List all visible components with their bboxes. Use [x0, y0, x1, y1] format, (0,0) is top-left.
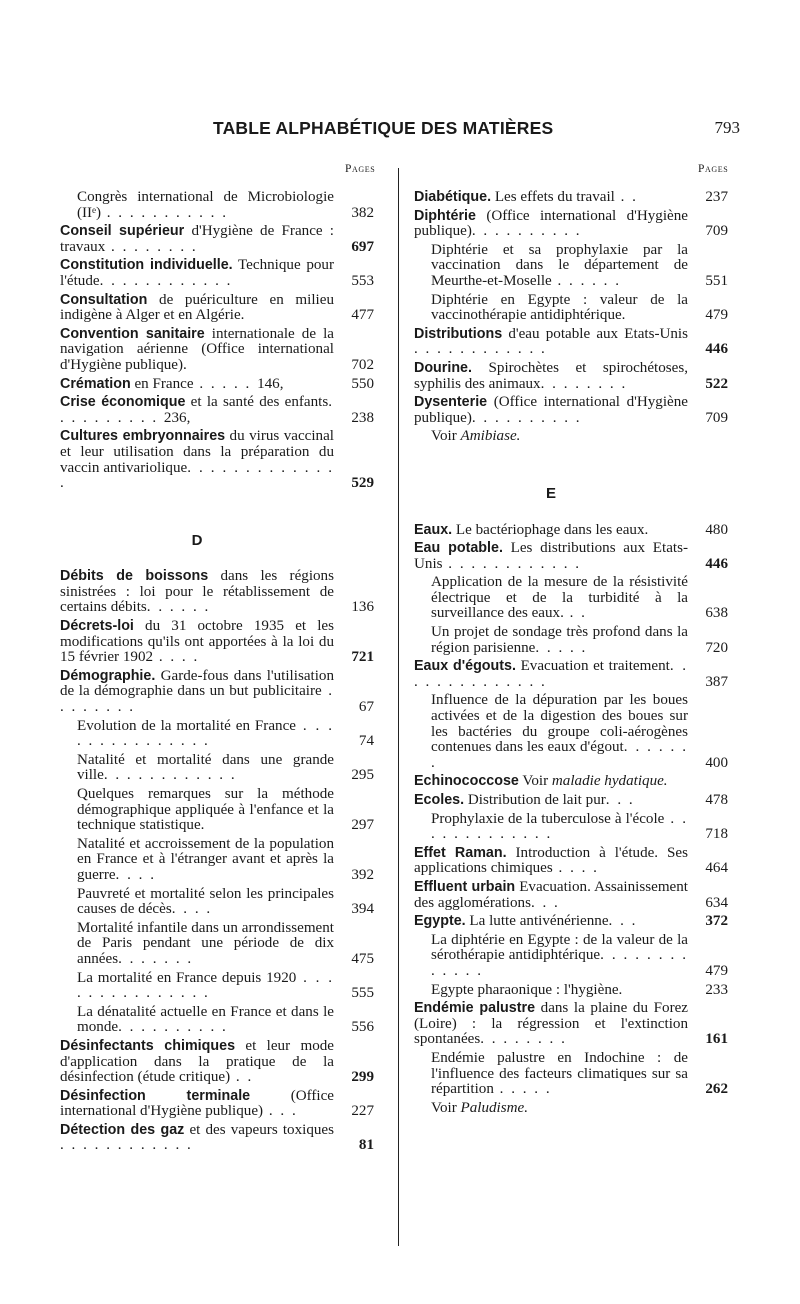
- right-column: [414, 190, 728, 1119]
- index-entry: Distributions d'eau potable aux Etats-Unis . . . . . . . . . . . . 446: [414, 325, 728, 358]
- index-entry: La diphtérie en Egypte : de la valeur de la sérothérapie antidiphtérique. . . . . . . . . . . . . 479: [431, 931, 728, 979]
- index-entry: Voir Paludisme.: [431, 1099, 528, 1116]
- index-entry: Egypte pharaonique : l'hygiène. 233: [431, 981, 728, 998]
- index-entry: Congrès international de Microbiologie (IIᵉ) . . . . . . . . . . . 382: [77, 189, 374, 221]
- section-letter-e: E: [545, 484, 556, 502]
- index-entry: Evolution de la mortalité en France . . . . . . . . . . . . . . . 74: [77, 717, 374, 750]
- index-entry: Un projet de sondage très profond dans la région parisienne. . . . . 720: [431, 624, 728, 656]
- index-entry: Débits de boissons dans les régions sinistrées : loi pour le rétablissement de certains débits. . . . . . 136: [60, 568, 374, 616]
- pages-column-heading-left: Pages: [345, 163, 376, 175]
- index-entry: Influence de la dépuration par les boues activées et de la digestion des boues sur les bactéries du groupe coli-aérogènes contenues dans les eaux d'égout. . . . . . . 400: [431, 692, 728, 771]
- index-entry: Consultation de puériculture en milieu indigène à Alger et en Algérie. 477: [60, 291, 374, 324]
- cross-reference: maladie hydatique.: [551, 773, 668, 790]
- left-column: [60, 190, 374, 1157]
- index-entry: Mortalité infantile dans un arrondissement de Paris pendant une période de dix années. . . . . . . 475: [77, 919, 374, 967]
- index-entry: Décrets-loi du 31 octobre 1935 et les modifications qu'ils ont apportées à la loi du 15 février 1902 . . . . 721: [60, 618, 374, 666]
- index-entry: Dysenterie (Office international d'Hygiène publique). . . . . . . . . . 709: [414, 394, 728, 426]
- index-entry: Endémie palustre dans la plaine du Forez (Loire) : la régression et l'extinction spontanées. . . . . . . . 161: [414, 1000, 728, 1048]
- column-divider: [398, 168, 399, 1246]
- index-entry: Natalité et accroissement de la population en France et à l'étranger avant et après la guerre. . . . 392: [77, 835, 374, 883]
- index-entry: Application de la mesure de la résistivité électrique et de la turbidité à la surveillance des eaux. . . 638: [431, 574, 728, 622]
- index-entry: Diphtérie en Egypte : valeur de la vaccinothérapie antidiphtérique. 479: [431, 291, 728, 324]
- index-entry: Eaux. Le bactériophage dans les eaux. 480: [414, 521, 728, 538]
- index-entry: Quelques remarques sur la méthode démographique appliquée à l'enfance et la technique statistique. 297: [77, 786, 374, 834]
- index-entry: Diphtérie et sa prophylaxie par la vaccination dans le département de Meurthe-et-Moselle . . . . . . 551: [431, 241, 728, 289]
- index-entry: Ecoles. Distribution de lait pur. . . 478: [414, 792, 728, 808]
- index-entry: Effet Raman. Introduction à l'étude. Ses applications chimiques . . . . 464: [414, 844, 728, 877]
- index-entry: Démographie. Garde-fous dans l'utilisation de la démographie dans un but publicitaire . . . . . . . . 67: [60, 667, 374, 716]
- index-entry: Cultures embryonnaires du virus vaccinal et leur utilisation dans la préparation du vaccin antivariolique. . . . . . . . . . . . . . 529: [60, 428, 374, 492]
- index-entry: Constitution individuelle. Technique pour l'étude. . . . . . . . . . . . 553: [60, 257, 374, 289]
- index-entry: Eau potable. Les distributions aux Etats-Unis . . . . . . . . . . . . 446: [414, 540, 728, 572]
- index-entry: Dourine. Spirochètes et spirochétoses, syphilis des animaux. . . . . . . . 522: [414, 359, 728, 392]
- index-entry: La dénatalité actuelle en France et dans le monde. . . . . . . . . . 556: [77, 1003, 374, 1036]
- index-entry: Egypte. La lutte antivénérienne. . . 372: [414, 913, 728, 930]
- index-entry: Voir Amibiase.: [431, 428, 521, 445]
- index-entry: Diphtérie (Office international d'Hygiène publique). . . . . . . . . . 709: [414, 207, 728, 240]
- page-title: TABLE ALPHABÉTIQUE DES MATIÈRES: [213, 118, 554, 138]
- index-entry: La mortalité en France depuis 1920 . . . . . . . . . . . . . . . 555: [77, 969, 374, 1002]
- index-entry: Pauvreté et mortalité selon les principales causes de décès. . . . 394: [77, 885, 374, 918]
- index-entry: Désinfection terminale (Office international d'Hygiène publique) . . . 227: [60, 1087, 374, 1120]
- pages-column-heading-right: Pages: [698, 163, 729, 175]
- index-entry: Endémie palustre en Indochine : de l'influence des facteurs climatiques sur sa répartition . . . . . 262: [431, 1049, 728, 1098]
- cross-reference: Amibiase.: [460, 428, 521, 445]
- index-entry: Détection des gaz et des vapeurs toxiques . . . . . . . . . . . . 81: [60, 1121, 374, 1154]
- index-entry: Natalité et mortalité dans une grande ville. . . . . . . . . . . . 295: [77, 751, 374, 784]
- index-entry: Echinococcose Voir maladie hydatique.: [414, 773, 668, 790]
- index-entry: Convention sanitaire internationale de la navigation aérienne (Office international d'Hygiène publique). 702: [60, 325, 374, 373]
- index-entry: Conseil supérieur d'Hygiène de France : travaux . . . . . . . . 697: [60, 223, 374, 255]
- section-letter-d: D: [191, 531, 203, 549]
- index-entry: Diabétique. Les effets du travail . . 237: [414, 189, 728, 205]
- index-entry: Désinfectants chimiques et leur mode d'application dans la pratique de la désinfection (étude critique) . . 299: [60, 1037, 374, 1086]
- index-entry: Effluent urbain Evacuation. Assainissement des agglomérations. . . 634: [414, 878, 728, 911]
- page-number: 793: [714, 118, 740, 137]
- index-entry: Crise économique et la santé des enfants. . . . . . . . . . 236, 238: [60, 394, 374, 426]
- index-entry: Prophylaxie de la tuberculose à l'école . . . . . . . . . . . . . 718: [431, 810, 728, 843]
- index-entry: Crémation en France . . . . . 146, 550: [60, 375, 374, 392]
- cross-reference: Paludisme.: [460, 1099, 528, 1116]
- index-entry: Eaux d'égouts. Evacuation et traitement. . . . . . . . . . . . . . 387: [414, 658, 728, 690]
- page-header: [0, 116, 800, 146]
